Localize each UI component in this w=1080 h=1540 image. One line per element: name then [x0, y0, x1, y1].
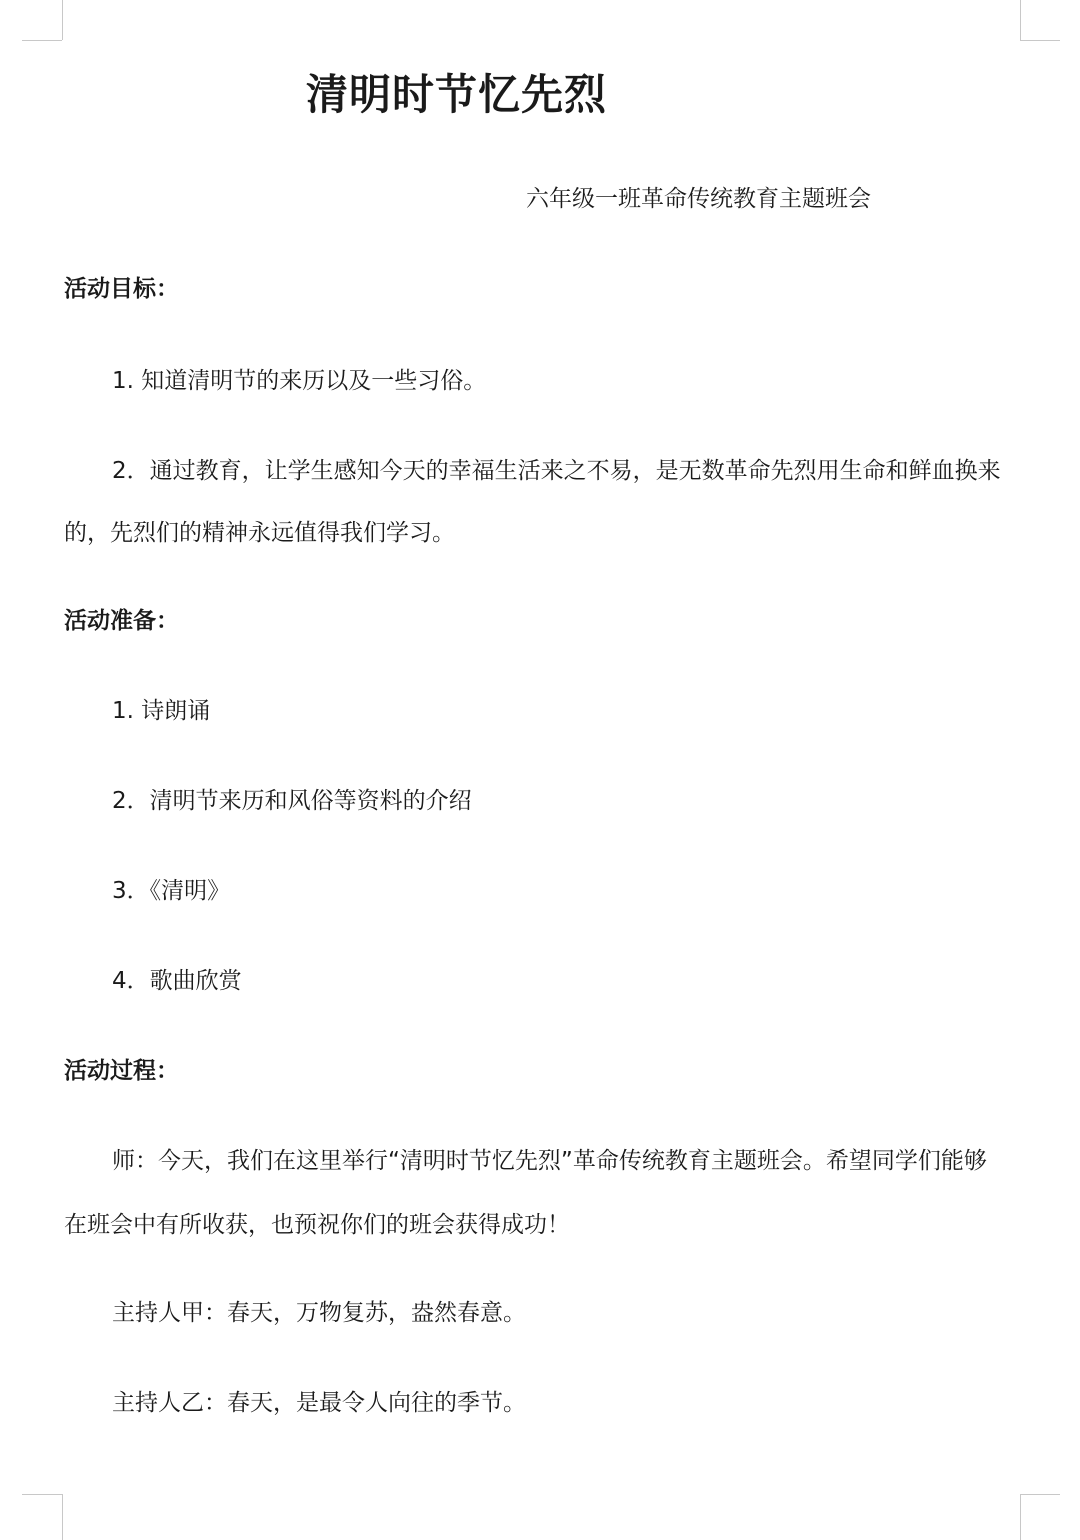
goal-item-2-line-2: 的，先烈们的精神永远值得我们学习。: [64, 520, 455, 546]
host-b-speech: 主持人乙：春天，是最令人向往的季节。: [112, 1390, 526, 1416]
crop-mark: [1020, 1494, 1060, 1495]
section-heading-process: 活动过程：: [64, 1058, 179, 1084]
preparation-item-4: 4．歌曲欣赏: [112, 968, 242, 994]
crop-mark: [1020, 0, 1021, 40]
crop-mark: [22, 40, 62, 41]
section-heading-preparation: 活动准备：: [64, 608, 179, 634]
document-title: 清明时节忆先烈: [306, 70, 608, 119]
preparation-item-3: 3．《清明》: [112, 878, 231, 904]
teacher-speech-line-1: 师：今天，我们在这里举行“清明时节忆先烈”革命传统教育主题班会。希望同学们能够: [112, 1148, 987, 1174]
section-heading-goals: 活动目标：: [64, 276, 179, 302]
preparation-item-2: 2．清明节来历和风俗等资料的介绍: [112, 788, 472, 814]
document-subtitle: 六年级一班革命传统教育主题班会: [526, 186, 871, 212]
crop-mark: [1020, 40, 1060, 41]
crop-mark: [1020, 1494, 1021, 1540]
crop-mark: [62, 1494, 63, 1540]
goal-item-1: 1. 知道清明节的来历以及一些习俗。: [112, 368, 487, 394]
goal-item-2-line-1: 2．通过教育，让学生感知今天的幸福生活来之不易，是无数革命先烈用生命和鲜血换来: [112, 458, 1001, 484]
host-a-speech: 主持人甲：春天，万物复苏，盎然春意。: [112, 1300, 526, 1326]
preparation-item-1: 1. 诗朗诵: [112, 698, 211, 724]
crop-mark: [22, 1494, 62, 1495]
crop-mark: [62, 0, 63, 40]
teacher-speech-line-2: 在班会中有所收获，也预祝你们的班会获得成功！: [64, 1212, 570, 1238]
